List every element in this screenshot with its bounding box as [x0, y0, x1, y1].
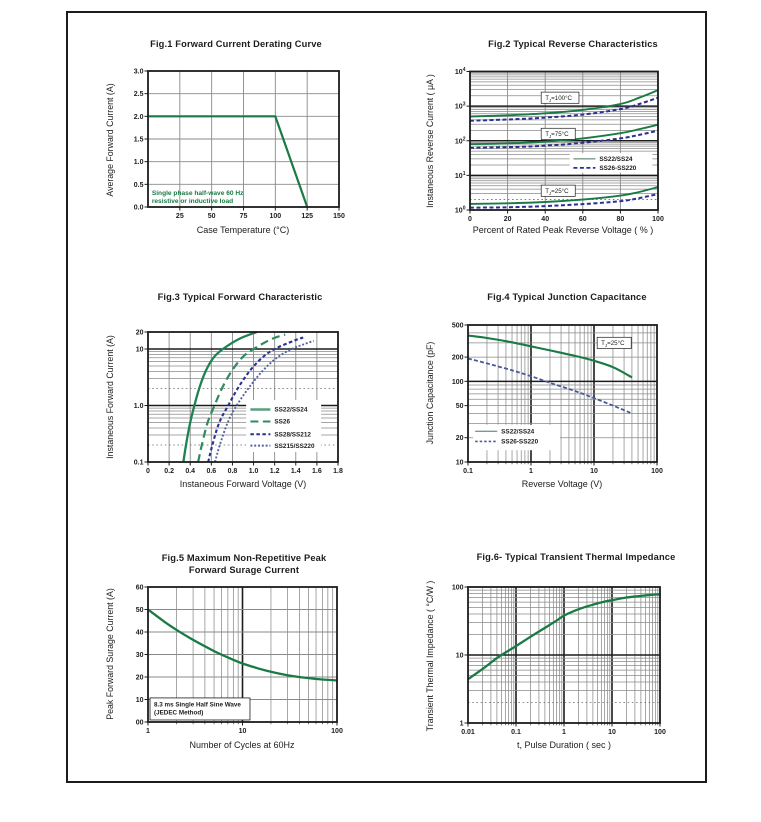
svg-text:75: 75 [239, 213, 248, 220]
svg-text:1: 1 [529, 468, 533, 475]
fig4-y-axis-label: Junction Capacitance (pF) [425, 341, 435, 445]
svg-text:10: 10 [135, 346, 144, 354]
svg-text:500: 500 [451, 322, 464, 330]
svg-text:1.0: 1.0 [133, 159, 144, 167]
svg-text:2.5: 2.5 [133, 91, 144, 99]
svg-text:0.6: 0.6 [206, 468, 217, 475]
svg-text:60: 60 [135, 584, 144, 592]
svg-text:1.8: 1.8 [333, 468, 343, 475]
svg-text:1.4: 1.4 [290, 468, 301, 475]
fig1-chart [134, 69, 345, 221]
svg-text:103: $10^3$ [454, 101, 466, 111]
svg-text:50: 50 [207, 213, 216, 220]
svg-text:30: 30 [135, 652, 144, 659]
svg-text:104: $10^4$ [454, 67, 466, 76]
svg-text:20: 20 [455, 435, 464, 443]
svg-text:150: 150 [333, 213, 345, 220]
svg-text:0.1: 0.1 [511, 729, 521, 736]
svg-text:100: $10^0$ [454, 205, 466, 215]
svg-text:60: 60 [578, 216, 587, 223]
svg-text:100: 100 [451, 378, 464, 386]
svg-text:0.8: 0.8 [227, 468, 238, 475]
svg-text:0: 0 [468, 216, 472, 223]
svg-text:10: 10 [590, 468, 598, 475]
svg-text:TJ=25°C: $T_J=25^\circ C$ [545, 187, 569, 196]
svg-text:1: 1 [459, 720, 464, 728]
fig2-title: Fig.2 Typical Reverse Characteristics [488, 39, 658, 49]
svg-text:0: 0 [146, 468, 150, 475]
svg-text:10: 10 [455, 459, 464, 467]
svg-text:102: $10^2$ [454, 136, 466, 146]
svg-text:50: 50 [135, 607, 144, 614]
fig5-title-line1: Fig.5 Maximum Non-Repetitive Peak [161, 553, 327, 563]
fig5-title-line2: Forward Surage Current [188, 565, 300, 575]
fig6-y-axis-label: Transient Thermal Impedance ( °C/W ) [425, 580, 435, 732]
svg-text:100: 100 [269, 213, 282, 220]
fig5-x-axis-label: Number of Cycles at 60Hz [189, 740, 295, 750]
svg-text:10: 10 [135, 697, 144, 704]
svg-text:0.5: 0.5 [133, 181, 144, 189]
fig4-chart [452, 323, 663, 476]
svg-text:Single phase half-wave 60 Hz: Single phase half-wave 60 Hz [151, 189, 244, 197]
svg-text:125: 125 [301, 213, 314, 220]
svg-text:TJ=75°C: $T_J=75^\circ C$ [545, 131, 569, 140]
svg-text:3.0: 3.0 [133, 68, 144, 76]
fig4-title: Fig.4 Typical Junction Capacitance [487, 292, 647, 302]
svg-text:20: 20 [135, 329, 144, 337]
svg-text:SS26-SS220: SS26-SS220 [599, 165, 637, 173]
svg-text:0.01: 0.01 [461, 729, 475, 736]
fig1-x-axis-label: Case Temperature (°C) [196, 225, 290, 235]
svg-text:00: 00 [135, 719, 144, 727]
svg-text:resistive or inductive load: resistive or inductive load [151, 198, 234, 206]
svg-text:50: 50 [455, 403, 464, 411]
fig1-title: Fig.1 Forward Current Derating Curve [150, 39, 322, 49]
fig2-y-axis-label: Instaneous Reverse Current ( μA ) [425, 74, 435, 208]
fig5-y-axis-label: Peak Forward Surage Current (A) [105, 588, 115, 720]
svg-text:80: 80 [616, 216, 625, 223]
svg-text:40: 40 [135, 629, 144, 637]
svg-text:SS28/SS212: SS28/SS212 [274, 431, 311, 439]
svg-text:0.0: 0.0 [133, 204, 144, 212]
svg-text:101: $10^1$ [454, 170, 466, 180]
fig3-chart [134, 330, 343, 476]
fig1-y-axis-label: Average Forward Current (A) [105, 83, 115, 197]
svg-text:100: 100 [654, 729, 666, 736]
svg-text:SS26-SS220: SS26-SS220 [501, 438, 539, 446]
svg-text:100: 100 [451, 584, 464, 592]
svg-text:10: 10 [608, 729, 616, 736]
svg-text:1.2: 1.2 [269, 468, 280, 475]
svg-text:(JEDEC Method): (JEDEC Method) [154, 709, 204, 717]
svg-text:100: 100 [652, 216, 664, 223]
svg-text:1.6: 1.6 [312, 468, 322, 475]
fig3-x-axis-label: Instaneous Forward Voltage (V) [179, 479, 307, 489]
svg-text:SS22/SS24: SS22/SS24 [501, 428, 535, 436]
fig2-chart [455, 67, 664, 223]
fig6-chart [452, 585, 666, 737]
svg-text:SS22/SS24: SS22/SS24 [274, 406, 308, 414]
svg-text:SS215/SS220: SS215/SS220 [274, 442, 315, 450]
svg-text:10: 10 [455, 652, 464, 660]
fig4-x-axis-label: Reverse Voltage (V) [521, 479, 603, 489]
svg-text:TJ=25°C: $T_J=25^\circ C$ [601, 340, 625, 349]
svg-text:1.5: 1.5 [133, 136, 144, 144]
svg-text:100: 100 [331, 728, 343, 735]
svg-text:20: 20 [135, 674, 144, 682]
svg-text:40: 40 [541, 216, 550, 223]
fig5-chart [136, 585, 343, 736]
svg-text:8.3 ms Single Half Sine Wave: 8.3 ms Single Half Sine Wave [154, 701, 241, 709]
svg-text:20: 20 [503, 216, 512, 223]
fig2-x-axis-label: Percent of Rated Peak Reverse Voltage ( % ) [472, 225, 654, 235]
svg-text:10: 10 [238, 728, 247, 735]
fig6-title: Fig.6- Typical Transient Thermal Impedance [476, 552, 676, 562]
svg-text:1.0: 1.0 [133, 403, 144, 411]
fig3-title: Fig.3 Typical Forward Characteristic [157, 292, 323, 302]
svg-text:SS26: SS26 [274, 418, 291, 426]
svg-text:0.1: 0.1 [463, 468, 473, 475]
svg-text:0.2: 0.2 [164, 468, 174, 475]
svg-text:0.4: 0.4 [185, 468, 196, 475]
svg-text:SS22/SS24: SS22/SS24 [599, 156, 633, 164]
svg-text:2.0: 2.0 [133, 113, 144, 121]
svg-text:1.0: 1.0 [248, 468, 259, 475]
svg-text:1: 1 [562, 729, 566, 736]
svg-text:200: 200 [451, 354, 464, 362]
svg-text:0.1: 0.1 [133, 459, 144, 467]
svg-text:100: 100 [651, 468, 663, 475]
svg-text:25: 25 [175, 213, 184, 220]
svg-text:TJ=100°C: $T_J=100^\circ C$ [545, 94, 573, 103]
fig3-y-axis-label: Instaneous Forward Current (A) [105, 335, 115, 459]
fig6-x-axis-label: t, Pulse Duration ( sec ) [516, 740, 612, 750]
svg-text:1: 1 [146, 728, 150, 735]
